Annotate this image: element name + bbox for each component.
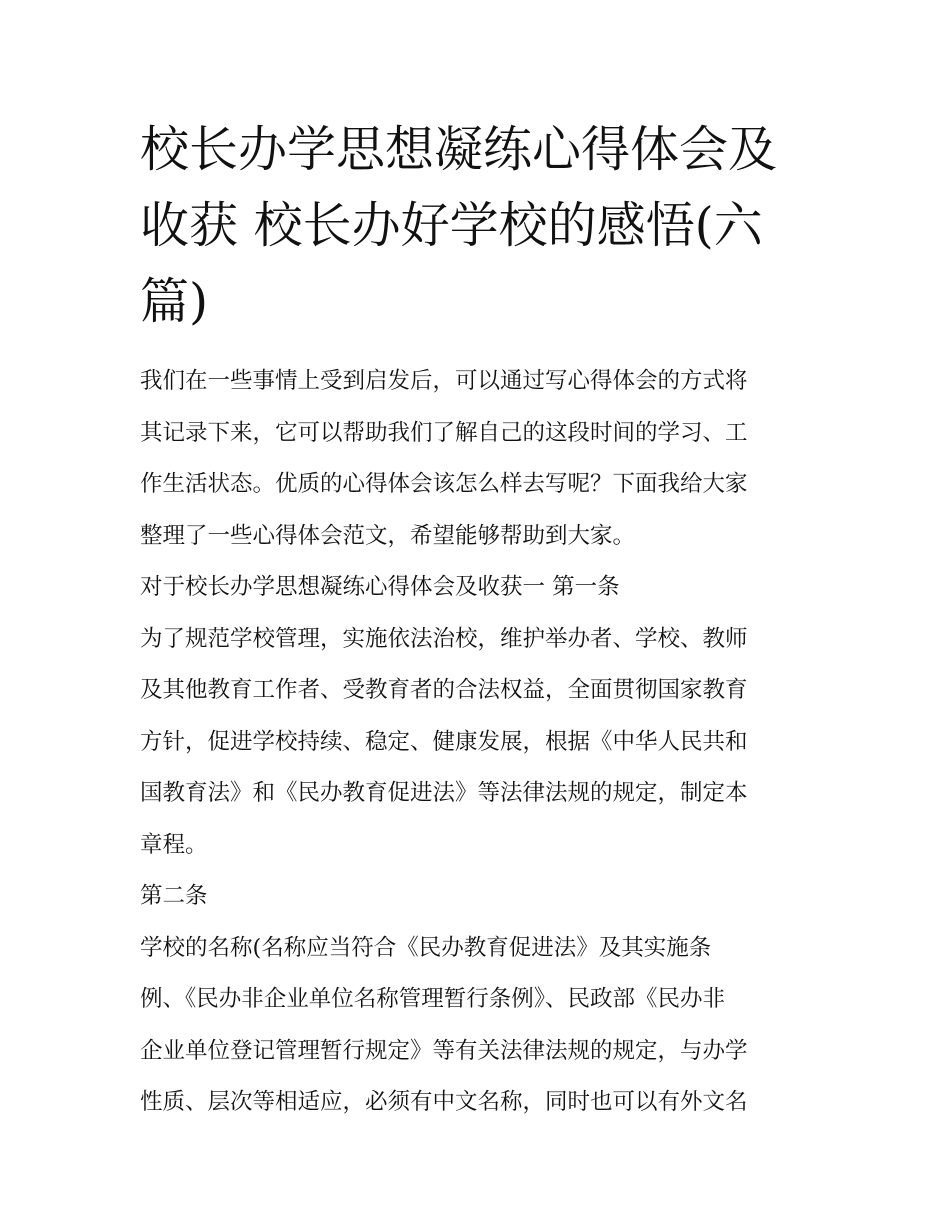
title-line: 收获 校长办好学校的感悟(六 [140, 197, 763, 254]
article-line: 章程。 [140, 831, 208, 858]
title-line: 校长办学思想凝练心得体会及 [140, 121, 778, 178]
intro-line: 我们在一些事情上受到启发后，可以通过写心得体会的方式将 [140, 368, 748, 394]
section-heading: 对于校长办学思想凝练心得体会及收获一 第一条 [140, 574, 620, 600]
article-line: 例、《民办非企业单位名称管理暂行条例》、民政部《民办非 [140, 986, 726, 1012]
document-body [140, 356, 820, 1129]
article-line: 为了规范学校管理，实施依法治校，维护举办者、学校、教师 [140, 625, 748, 652]
article-line: 方针，促进学校持续、稳定、健康发展，根据《中华人民共和 [140, 728, 748, 755]
intro-line: 其记录下来，它可以帮助我们了解自己的这段时间的学习、工 [140, 419, 748, 446]
article-line: 学校的名称(名称应当符合《民办教育促进法》及其实施条 [140, 934, 712, 961]
document-title [140, 112, 810, 340]
title-line: 篇) [140, 273, 209, 330]
article-line: 及其他教育工作者、受教育者的合法权益，全面贯彻国家教育 [140, 677, 748, 703]
intro-line: 作生活状态。优质的心得体会该怎么样去写呢？下面我给大家 [140, 471, 748, 497]
intro-line: 整理了一些心得体会范文，希望能够帮助到大家。 [140, 522, 636, 549]
article-line: 企业单位登记管理暂行规定》等有关法律法规的规定，与办学 [140, 1037, 748, 1064]
article-heading: 第二条 [140, 883, 208, 909]
article-line: 国教育法》和《民办教育促进法》等法律法规的规定，制定本 [140, 780, 748, 806]
article-line: 性质、层次等相适应，必须有中文名称，同时也可以有外文名 [140, 1089, 748, 1115]
